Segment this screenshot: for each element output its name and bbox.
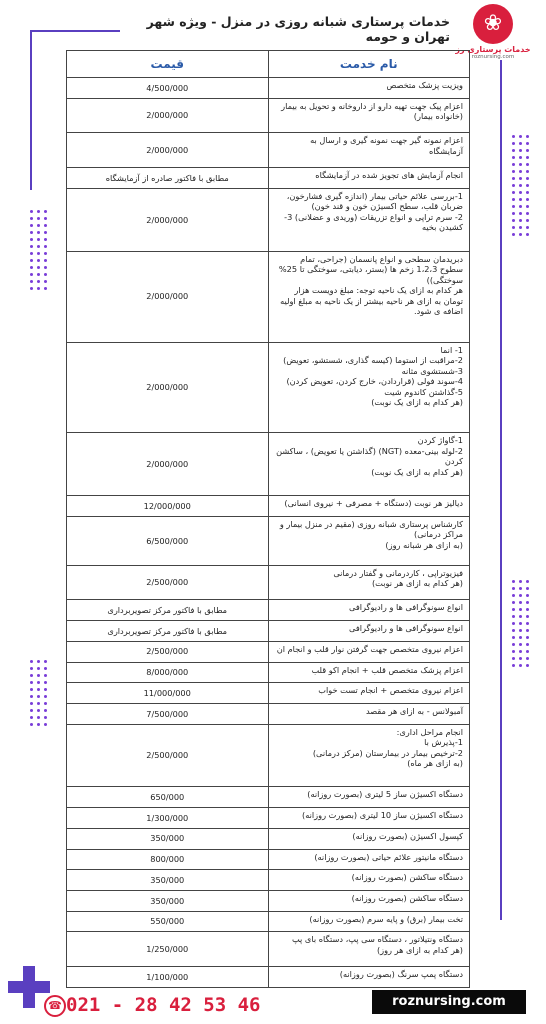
decor-dot [519, 219, 522, 222]
price-cell: 1/300/000 [67, 808, 269, 829]
decor-dot [30, 716, 33, 719]
decor-dot [512, 170, 515, 173]
decor-dot [519, 622, 522, 625]
table-row [67, 600, 470, 621]
price-cell: مطابق با فاکتور مرکز تصویربرداری [67, 621, 269, 642]
decor-dot [44, 688, 47, 691]
column-header-service: نام خدمت [268, 51, 470, 78]
decor-dot [519, 177, 522, 180]
service-cell: انجام آزمایش های تجویز شده در آزمایشگاه [268, 168, 470, 189]
decor-dot [526, 629, 529, 632]
decor-dot [512, 587, 515, 590]
service-cell: دستگاه ونتیلاتور ، دستگاه سی پپ، دستگاه بای پپ (هر کدام به ازای هر روز) [268, 932, 470, 967]
decor-dot [44, 231, 47, 234]
table-row [67, 911, 470, 932]
footer-website-link[interactable]: roznursing.com [372, 990, 526, 1014]
decor-dot [526, 615, 529, 618]
decor-dot [44, 280, 47, 283]
decor-dot [512, 219, 515, 222]
service-cell: دستگاه اکسیژن ساز 10 لیتری (بصورت روزانه) [268, 808, 470, 829]
decor-dot [519, 601, 522, 604]
decor-dot [512, 198, 515, 201]
decor-dot [526, 622, 529, 625]
decor-dots-right-top [512, 135, 532, 235]
price-cell: 11/000/000 [67, 683, 269, 704]
table-row [67, 849, 470, 870]
decor-dot [44, 723, 47, 726]
decor-dot [526, 219, 529, 222]
decor-dot [44, 709, 47, 712]
decor-line-right [500, 60, 502, 920]
decor-dot [526, 587, 529, 590]
decor-dot [37, 224, 40, 227]
service-cell: اعزام نمونه گیر جهت نمونه گیری و ارسال به آزمایشگاه [268, 133, 470, 168]
price-cell: 2/000/000 [67, 133, 269, 168]
decor-dot [512, 580, 515, 583]
decor-dot [512, 608, 515, 611]
decor-dot [519, 629, 522, 632]
table-row [67, 967, 470, 988]
service-cell: 1-بررسی علائم حیاتی بیمار (اندازه گیری فشارخون، ضربان قلب، سطح اکسیژن خون و قند خون) 2- سرم تراپی و انواع تزریقات (وریدی و عضلانی) 3-کشیدن بخیه [268, 188, 470, 251]
decor-dot [512, 184, 515, 187]
service-cell: 1-گاواژ کردن 2-لوله بینی-معده (NGT) (گذاشتن یا تعویض) ، ساکشن کردن (هر کدام به ازای یک نوبت) [268, 433, 470, 496]
decor-dot [519, 212, 522, 215]
decor-dot [519, 615, 522, 618]
decor-dot [519, 587, 522, 590]
decor-dot [512, 233, 515, 236]
decor-dot [526, 657, 529, 660]
table-row [67, 98, 470, 133]
decor-dot [37, 688, 40, 691]
decor-dot [526, 198, 529, 201]
decor-dot [519, 657, 522, 660]
table-row [67, 787, 470, 808]
price-cell: 2/500/000 [67, 724, 269, 787]
decor-dot [512, 226, 515, 229]
decor-dot [512, 191, 515, 194]
table-row [67, 133, 470, 168]
price-cell: 1/250/000 [67, 932, 269, 967]
decor-dot [519, 191, 522, 194]
price-cell: مطابق با فاکتور صادره از آزمایشگاه [67, 168, 269, 189]
table-row [67, 168, 470, 189]
decor-dot [30, 688, 33, 691]
decor-dot [519, 163, 522, 166]
decor-dot [37, 217, 40, 220]
decor-dot [30, 273, 33, 276]
decor-dot [512, 601, 515, 604]
decor-dot [519, 149, 522, 152]
decor-dot [526, 664, 529, 667]
table-row [67, 808, 470, 829]
decor-dot [30, 238, 33, 241]
price-cell: 350/000 [67, 828, 269, 849]
price-cell: 650/000 [67, 787, 269, 808]
service-cell: 1- انما 2-مراقبت از استوما (کیسه گذاری، شستشو، تعویض) 3-شستشوی مثانه 4-سوند فولی (قراردادن، خارج کردن، تعویض کردن) 5-گذاشتن کاندوم شیت (هر کدام به ازای یک نوبت) [268, 342, 470, 433]
table-row [67, 703, 470, 724]
decor-dot [519, 226, 522, 229]
decor-dot [519, 636, 522, 639]
service-cell: انجام مراحل اداری: 1-پذیرش با 2-ترخیص بیمار در بیمارستان (مرکز درمانی) (به ازای هر ماه) [268, 724, 470, 787]
decor-dot [37, 660, 40, 663]
service-cell: دستگاه ساکشن (بصورت روزانه) [268, 890, 470, 911]
service-cell: انواع سونوگرافی ها و رادیوگرافی [268, 600, 470, 621]
footer-phone[interactable]: 021 - 28 42 53 46 [66, 994, 261, 1016]
price-cell: 2/500/000 [67, 641, 269, 662]
decor-dot [512, 156, 515, 159]
service-cell: دستگاه ساکشن (بصورت روزانه) [268, 870, 470, 891]
decor-dot [519, 580, 522, 583]
decor-dot [512, 629, 515, 632]
decor-dot [526, 643, 529, 646]
table-header-row [67, 51, 470, 78]
decor-dot [37, 273, 40, 276]
decor-dot [526, 226, 529, 229]
decor-dot [512, 622, 515, 625]
price-cell: 550/000 [67, 911, 269, 932]
decor-dot [30, 217, 33, 220]
decor-dot [526, 212, 529, 215]
decor-dot [526, 184, 529, 187]
service-cell: دستگاه اکسیژن ساز 5 لیتری (بصورت روزانه) [268, 787, 470, 808]
price-cell: 4/500/000 [67, 78, 269, 99]
decor-dot [519, 608, 522, 611]
decor-dot [44, 245, 47, 248]
decor-dot [37, 252, 40, 255]
logo-site: roznursing.com [471, 54, 515, 60]
table-row [67, 78, 470, 99]
decor-dot [37, 266, 40, 269]
decor-dot [519, 170, 522, 173]
price-cell: 2/000/000 [67, 433, 269, 496]
table-row [67, 251, 470, 342]
decor-dot [512, 657, 515, 660]
decor-dot [30, 245, 33, 248]
service-cell: اعزام پزشک متخصص قلب + انجام اکو قلب [268, 662, 470, 683]
decor-dot [37, 674, 40, 677]
price-cell: 6/500/000 [67, 516, 269, 565]
service-cell: کارشناس پرستاری شبانه روزی (مقیم در منزل بیمار و مراکز درمانی) (به ازای هر شبانه روز) [268, 516, 470, 565]
decor-dot [37, 695, 40, 698]
decor-dot [44, 224, 47, 227]
service-cell: تخت بیمار (برق) و پایه سرم (بصورت روزانه) [268, 911, 470, 932]
decor-line-top [30, 30, 120, 32]
decor-dot [44, 266, 47, 269]
decor-dot [519, 156, 522, 159]
decor-dot [526, 601, 529, 604]
price-cell: 8/000/000 [67, 662, 269, 683]
decor-dot [44, 660, 47, 663]
table-row [67, 188, 470, 251]
decor-dot [526, 191, 529, 194]
decor-dot [512, 643, 515, 646]
decor-dot [30, 266, 33, 269]
decor-dot [519, 664, 522, 667]
table-row [67, 496, 470, 517]
price-cell: 350/000 [67, 890, 269, 911]
table-row [67, 828, 470, 849]
decor-dot [512, 212, 515, 215]
decor-dot [44, 695, 47, 698]
price-cell: 2/000/000 [67, 251, 269, 342]
decor-dot [519, 650, 522, 653]
decor-dot [37, 210, 40, 213]
decor-dot [44, 716, 47, 719]
decor-dot [30, 224, 33, 227]
price-cell: 2/500/000 [67, 565, 269, 600]
decor-dot [30, 723, 33, 726]
decor-dot [526, 608, 529, 611]
decor-dot [30, 287, 33, 290]
service-cell: اعزام نیروی متخصص جهت گرفتن نوار قلب و انجام ان [268, 641, 470, 662]
decor-dot [30, 280, 33, 283]
service-cell: اعزام پیک جهت تهیه دارو از داروخانه و تحویل به بیمار (خانواده بیمار) [268, 98, 470, 133]
decor-dot [30, 259, 33, 262]
decor-dots-left [30, 210, 50, 290]
decor-dot [44, 702, 47, 705]
decor-dot [37, 280, 40, 283]
decor-dot [526, 163, 529, 166]
decor-dot [526, 233, 529, 236]
decor-dot [512, 594, 515, 597]
phone-icon: ☎ [44, 995, 66, 1017]
decor-dot [519, 205, 522, 208]
decor-dot [30, 681, 33, 684]
decor-dot [37, 231, 40, 234]
table-row [67, 890, 470, 911]
decor-dot [44, 259, 47, 262]
decor-dot [526, 170, 529, 173]
rose-logo-icon: ❀ [473, 4, 513, 44]
decor-dot [512, 615, 515, 618]
table-row [67, 342, 470, 433]
decor-dot [30, 709, 33, 712]
decor-dot [37, 723, 40, 726]
decor-dot [30, 252, 33, 255]
decor-dot [512, 149, 515, 152]
decor-dot [44, 238, 47, 241]
decor-dot [30, 674, 33, 677]
decor-dot [44, 252, 47, 255]
price-table [66, 50, 470, 988]
decor-dot [526, 177, 529, 180]
decor-dot [44, 667, 47, 670]
decor-dot [519, 135, 522, 138]
decor-dot [37, 681, 40, 684]
decor-dot [526, 650, 529, 653]
decor-dot [30, 231, 33, 234]
decor-dot [512, 664, 515, 667]
decor-dot [519, 184, 522, 187]
decor-dot [519, 594, 522, 597]
service-cell: دیالیز هر نوبت (دستگاه + مصرفی + نیروی انسانی) [268, 496, 470, 517]
table-row [67, 724, 470, 787]
decor-dot [526, 156, 529, 159]
decor-dots-left-bottom [30, 660, 50, 730]
decor-dots-right-bottom [512, 580, 532, 670]
decor-dot [519, 198, 522, 201]
decor-dot [512, 177, 515, 180]
decor-dot [526, 636, 529, 639]
decor-dot [37, 259, 40, 262]
service-cell: دبریدمان سطحی و انواع پانسمان (جراحی، تمام سطوح 1،2،3 زخم ها (بستر، دیابتی، سوختگی تا 25% سوختگی)) هر کدام به ازای یک ناحیه توجه: مبلغ دویست هزار تومان به ازای هر ناحیه بیشتر از یک ناحیه به مبلغ اولیه اضافه ی شود. [268, 251, 470, 342]
decor-dot [37, 245, 40, 248]
service-cell: انواع سونوگرافی ها و رادیوگرافی [268, 621, 470, 642]
service-cell: اعزام نیروی متخصص + انجام تست خواب [268, 683, 470, 704]
decor-line-left [30, 30, 32, 190]
decor-dot [37, 238, 40, 241]
table-row [67, 516, 470, 565]
decor-dot [519, 233, 522, 236]
service-cell: آمبولانس - به ازای هر مقصد [268, 703, 470, 724]
price-cell: 2/000/000 [67, 188, 269, 251]
decor-dot [512, 163, 515, 166]
decor-dot [30, 695, 33, 698]
decor-dot [44, 210, 47, 213]
decor-dot [30, 660, 33, 663]
decor-dot [44, 273, 47, 276]
decor-dot [44, 287, 47, 290]
column-header-price: قیمت [67, 51, 269, 78]
decor-dot [44, 217, 47, 220]
price-cell: 1/100/000 [67, 967, 269, 988]
decor-dot [37, 287, 40, 290]
price-cell: 12/000/000 [67, 496, 269, 517]
price-cell: 7/500/000 [67, 703, 269, 724]
decor-dot [30, 210, 33, 213]
decor-dot [526, 580, 529, 583]
decor-dot [526, 135, 529, 138]
decor-dot [30, 667, 33, 670]
decor-dot [512, 135, 515, 138]
decor-dot [37, 702, 40, 705]
price-cell: 2/000/000 [67, 342, 269, 433]
table-row [67, 662, 470, 683]
service-cell: دستگاه مانیتور علائم حیاتی (بصورت روزانه) [268, 849, 470, 870]
decor-dot [44, 681, 47, 684]
service-cell: فیزیوتراپی ، کاردرمانی و گفتار درمانی (هر کدام به ازای هر نوبت) [268, 565, 470, 600]
decor-dot [37, 667, 40, 670]
decor-dot [512, 205, 515, 208]
decor-dot [526, 594, 529, 597]
logo-name: خدمات پرستاری رز [455, 45, 531, 54]
table-row [67, 870, 470, 891]
table-row [67, 641, 470, 662]
table-row [67, 932, 470, 967]
decor-dot [526, 142, 529, 145]
decor-dot [44, 674, 47, 677]
decor-dot [519, 643, 522, 646]
price-table-container [66, 50, 470, 988]
decor-dot [526, 205, 529, 208]
table-row [67, 565, 470, 600]
price-cell: 350/000 [67, 870, 269, 891]
decor-dot [37, 716, 40, 719]
service-cell: ویزیت پزشک متخصص [268, 78, 470, 99]
price-cell: مطابق با فاکتور مرکز تصویربرداری [67, 600, 269, 621]
decor-dot [37, 709, 40, 712]
table-row [67, 621, 470, 642]
service-cell: دستگاه پمپ سرنگ (بصورت روزانه) [268, 967, 470, 988]
page-title: خدمات پرستاری شبانه روزی در منزل - ویژه شهر تهران و حومه [146, 14, 450, 44]
decor-dot [512, 636, 515, 639]
service-cell: کپسول اکسیژن (بصورت روزانه) [268, 828, 470, 849]
decor-dot [512, 650, 515, 653]
price-cell: 2/000/000 [67, 98, 269, 133]
decor-dot [519, 142, 522, 145]
table-row [67, 683, 470, 704]
decor-dot [512, 142, 515, 145]
table-row [67, 433, 470, 496]
decor-dot [526, 149, 529, 152]
decor-dot [30, 702, 33, 705]
price-cell: 800/000 [67, 849, 269, 870]
